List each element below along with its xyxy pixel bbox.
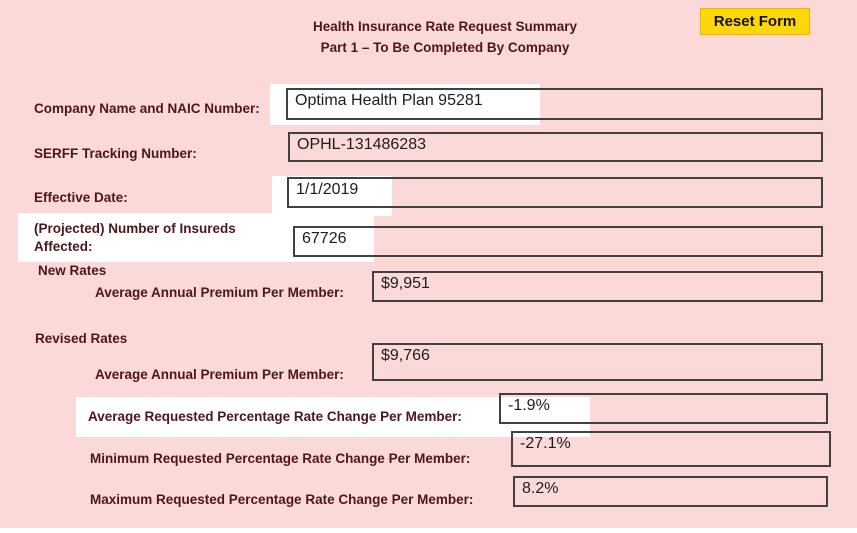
revised-avg-premium-input[interactable]: $9,766 bbox=[372, 343, 823, 381]
form-title bbox=[230, 16, 660, 58]
avg-pct-change-input[interactable]: -1.9% bbox=[499, 393, 828, 424]
avg-pct-change-label: Average Requested Percentage Rate Change Per Member: bbox=[88, 409, 462, 424]
form-title-line1: Health Insurance Rate Request Summary bbox=[312, 19, 578, 34]
revised-rates-section-heading: Revised Rates bbox=[35, 331, 128, 346]
min-pct-change-label: Minimum Requested Percentage Rate Change Per Member: bbox=[90, 451, 471, 466]
insureds-affected-label: (Projected) Number of Insureds Affected: bbox=[34, 221, 236, 254]
reset-form-button[interactable]: Reset Form bbox=[700, 8, 810, 35]
page-bottom-edge bbox=[0, 528, 857, 533]
max-pct-change-input[interactable]: 8.2% bbox=[513, 476, 828, 507]
insureds-affected-input[interactable]: 67726 bbox=[293, 226, 823, 257]
serff-tracking-label: SERFF Tracking Number: bbox=[34, 146, 197, 161]
form-title-line2: Part 1 – To Be Completed By Company bbox=[320, 40, 570, 55]
revised-avg-premium-label: Average Annual Premium Per Member: bbox=[95, 367, 344, 382]
new-rates-section-heading: New Rates bbox=[38, 263, 107, 278]
new-avg-premium-label: Average Annual Premium Per Member: bbox=[95, 285, 344, 300]
max-pct-change-label: Maximum Requested Percentage Rate Change Per Member: bbox=[90, 492, 474, 507]
company-name-label: Company Name and NAIC Number: bbox=[34, 101, 260, 116]
effective-date-input[interactable]: 1/1/2019 bbox=[287, 177, 823, 208]
effective-date-label: Effective Date: bbox=[34, 190, 128, 205]
company-name-input[interactable]: Optima Health Plan 95281 bbox=[286, 88, 823, 120]
min-pct-change-input[interactable]: -27.1% bbox=[511, 431, 831, 467]
new-avg-premium-input[interactable]: $9,951 bbox=[372, 271, 823, 302]
serff-tracking-input[interactable]: OPHL-131486283 bbox=[288, 132, 823, 162]
